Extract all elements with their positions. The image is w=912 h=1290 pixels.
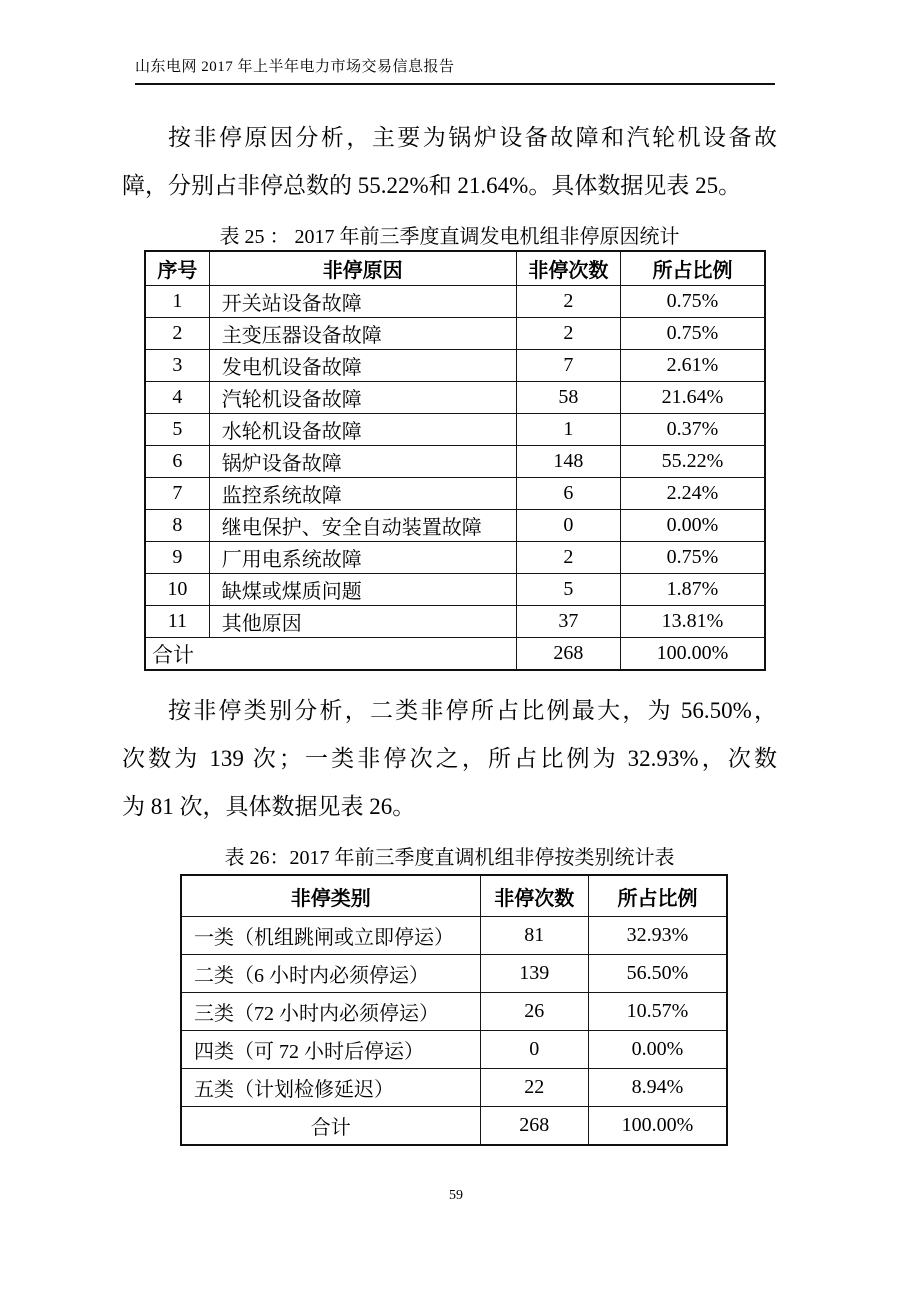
cell-percent: 55.22%: [621, 446, 765, 478]
cell-count: 0: [480, 1031, 588, 1069]
cell-count: 2: [516, 542, 620, 574]
cell-seq: 1: [145, 286, 209, 318]
cell-count: 0: [516, 510, 620, 542]
cell-reason: 其他原因: [209, 606, 516, 638]
cell-seq: 10: [145, 574, 209, 606]
table-row: [145, 382, 765, 414]
cell-count: 5: [516, 574, 620, 606]
table-row: [181, 917, 727, 955]
cell-percent: 32.93%: [588, 917, 727, 955]
cell-seq: 4: [145, 382, 209, 414]
table-row: [145, 510, 765, 542]
cell-percent: 0.37%: [621, 414, 765, 446]
cell-category: 四类（可 72 小时后停运）: [181, 1031, 480, 1069]
table-row: [145, 446, 765, 478]
cell-percent: 10.57%: [588, 993, 727, 1031]
table-header-row: [145, 251, 765, 286]
cell-reason: 缺煤或煤质问题: [209, 574, 516, 606]
cell-seq: 9: [145, 542, 209, 574]
cell-count: 2: [516, 286, 620, 318]
table-row: [181, 1069, 727, 1107]
table-row: [145, 286, 765, 318]
cell-percent: 0.75%: [621, 286, 765, 318]
table-row: [181, 1031, 727, 1069]
cell-percent: 8.94%: [588, 1069, 727, 1107]
cell-total-count: 268: [480, 1107, 588, 1146]
cell-reason: 汽轮机设备故障: [209, 382, 516, 414]
paragraph-line: 次数为 139 次；一类非停次之，所占比例为 32.93%，次数: [122, 746, 777, 771]
cell-count: 7: [516, 350, 620, 382]
paragraph-nonstop-categories: [122, 687, 777, 831]
cell-seq: 5: [145, 414, 209, 446]
cell-count: 58: [516, 382, 620, 414]
cell-reason: 发电机设备故障: [209, 350, 516, 382]
cell-count: 139: [480, 955, 588, 993]
table25-caption: 表 25 ： 2017 年前三季度直调发电机组非停原因统计: [219, 226, 680, 248]
table-row: [145, 542, 765, 574]
cell-reason: 继电保护、安全自动装置故障: [209, 510, 516, 542]
cell-count: 1: [516, 414, 620, 446]
cell-percent: 21.64%: [621, 382, 765, 414]
cell-reason: 锅炉设备故障: [209, 446, 516, 478]
column-header: 所占比例: [621, 251, 765, 286]
cell-total-label: 合计: [145, 638, 516, 671]
cell-percent: 2.61%: [621, 350, 765, 382]
table-row: [145, 350, 765, 382]
table-nonstop-categories: [180, 874, 728, 1146]
table-total-row: [181, 1107, 727, 1146]
cell-seq: 8: [145, 510, 209, 542]
cell-seq: 2: [145, 318, 209, 350]
cell-reason: 水轮机设备故障: [209, 414, 516, 446]
cell-total-label: 合计: [181, 1107, 480, 1146]
cell-percent: 0.00%: [588, 1031, 727, 1069]
cell-category: 五类（计划检修延迟）: [181, 1069, 480, 1107]
cell-percent: 1.87%: [621, 574, 765, 606]
table-row: [145, 318, 765, 350]
table-nonstop-reasons: [144, 250, 766, 671]
cell-percent: 2.24%: [621, 478, 765, 510]
cell-seq: 6: [145, 446, 209, 478]
cell-seq: 7: [145, 478, 209, 510]
column-header: 非停类别: [181, 875, 480, 917]
table-row: [145, 606, 765, 638]
column-header: 序号: [145, 251, 209, 286]
cell-category: 一类（机组跳闸或立即停运）: [181, 917, 480, 955]
cell-total-percent: 100.00%: [621, 638, 765, 671]
page-header: [135, 57, 775, 85]
cell-count: 6: [516, 478, 620, 510]
paragraph-nonstop-reasons: [122, 114, 777, 210]
cell-percent: 0.75%: [621, 542, 765, 574]
page-content: [122, 114, 777, 1146]
cell-total-count: 268: [516, 638, 620, 671]
cell-reason: 监控系统故障: [209, 478, 516, 510]
cell-percent: 0.75%: [621, 318, 765, 350]
cell-reason: 厂用电系统故障: [209, 542, 516, 574]
paragraph-line: 按非停类别分析，二类非停所占比例最大，为 56.50%，: [168, 698, 777, 723]
cell-percent: 56.50%: [588, 955, 727, 993]
cell-count: 22: [480, 1069, 588, 1107]
page-number: 59: [449, 1188, 463, 1203]
cell-count: 81: [480, 917, 588, 955]
cell-percent: 0.00%: [621, 510, 765, 542]
cell-count: 26: [480, 993, 588, 1031]
column-header: 所占比例: [588, 875, 727, 917]
cell-percent: 13.81%: [621, 606, 765, 638]
cell-count: 148: [516, 446, 620, 478]
table-total-row: [145, 638, 765, 671]
cell-category: 三类（72 小时内必须停运）: [181, 993, 480, 1031]
table-row: [145, 414, 765, 446]
paragraph-line: 按非停原因分析，主要为锅炉设备故障和汽轮机设备故: [168, 125, 777, 150]
table-row: [181, 955, 727, 993]
cell-count: 2: [516, 318, 620, 350]
column-header: 非停次数: [516, 251, 620, 286]
cell-count: 37: [516, 606, 620, 638]
cell-reason: 主变压器设备故障: [209, 318, 516, 350]
report-title: 山东电网 2017 年上半年电力市场交易信息报告: [135, 59, 455, 75]
column-header: 非停次数: [480, 875, 588, 917]
cell-reason: 开关站设备故障: [209, 286, 516, 318]
cell-seq: 3: [145, 350, 209, 382]
table26-caption: 表 26：2017 年前三季度直调机组非停按类别统计表: [224, 847, 675, 869]
paragraph-line: 为 81 次，具体数据见表 26。: [122, 794, 416, 819]
paragraph-line: 障，分别占非停总数的 55.22%和 21.64%。具体数据见表 25。: [122, 173, 742, 198]
table-row: [145, 574, 765, 606]
table-row: [145, 478, 765, 510]
cell-total-percent: 100.00%: [588, 1107, 727, 1146]
table-header-row: [181, 875, 727, 917]
column-header: 非停原因: [209, 251, 516, 286]
cell-category: 二类（6 小时内必须停运）: [181, 955, 480, 993]
cell-seq: 11: [145, 606, 209, 638]
table-row: [181, 993, 727, 1031]
